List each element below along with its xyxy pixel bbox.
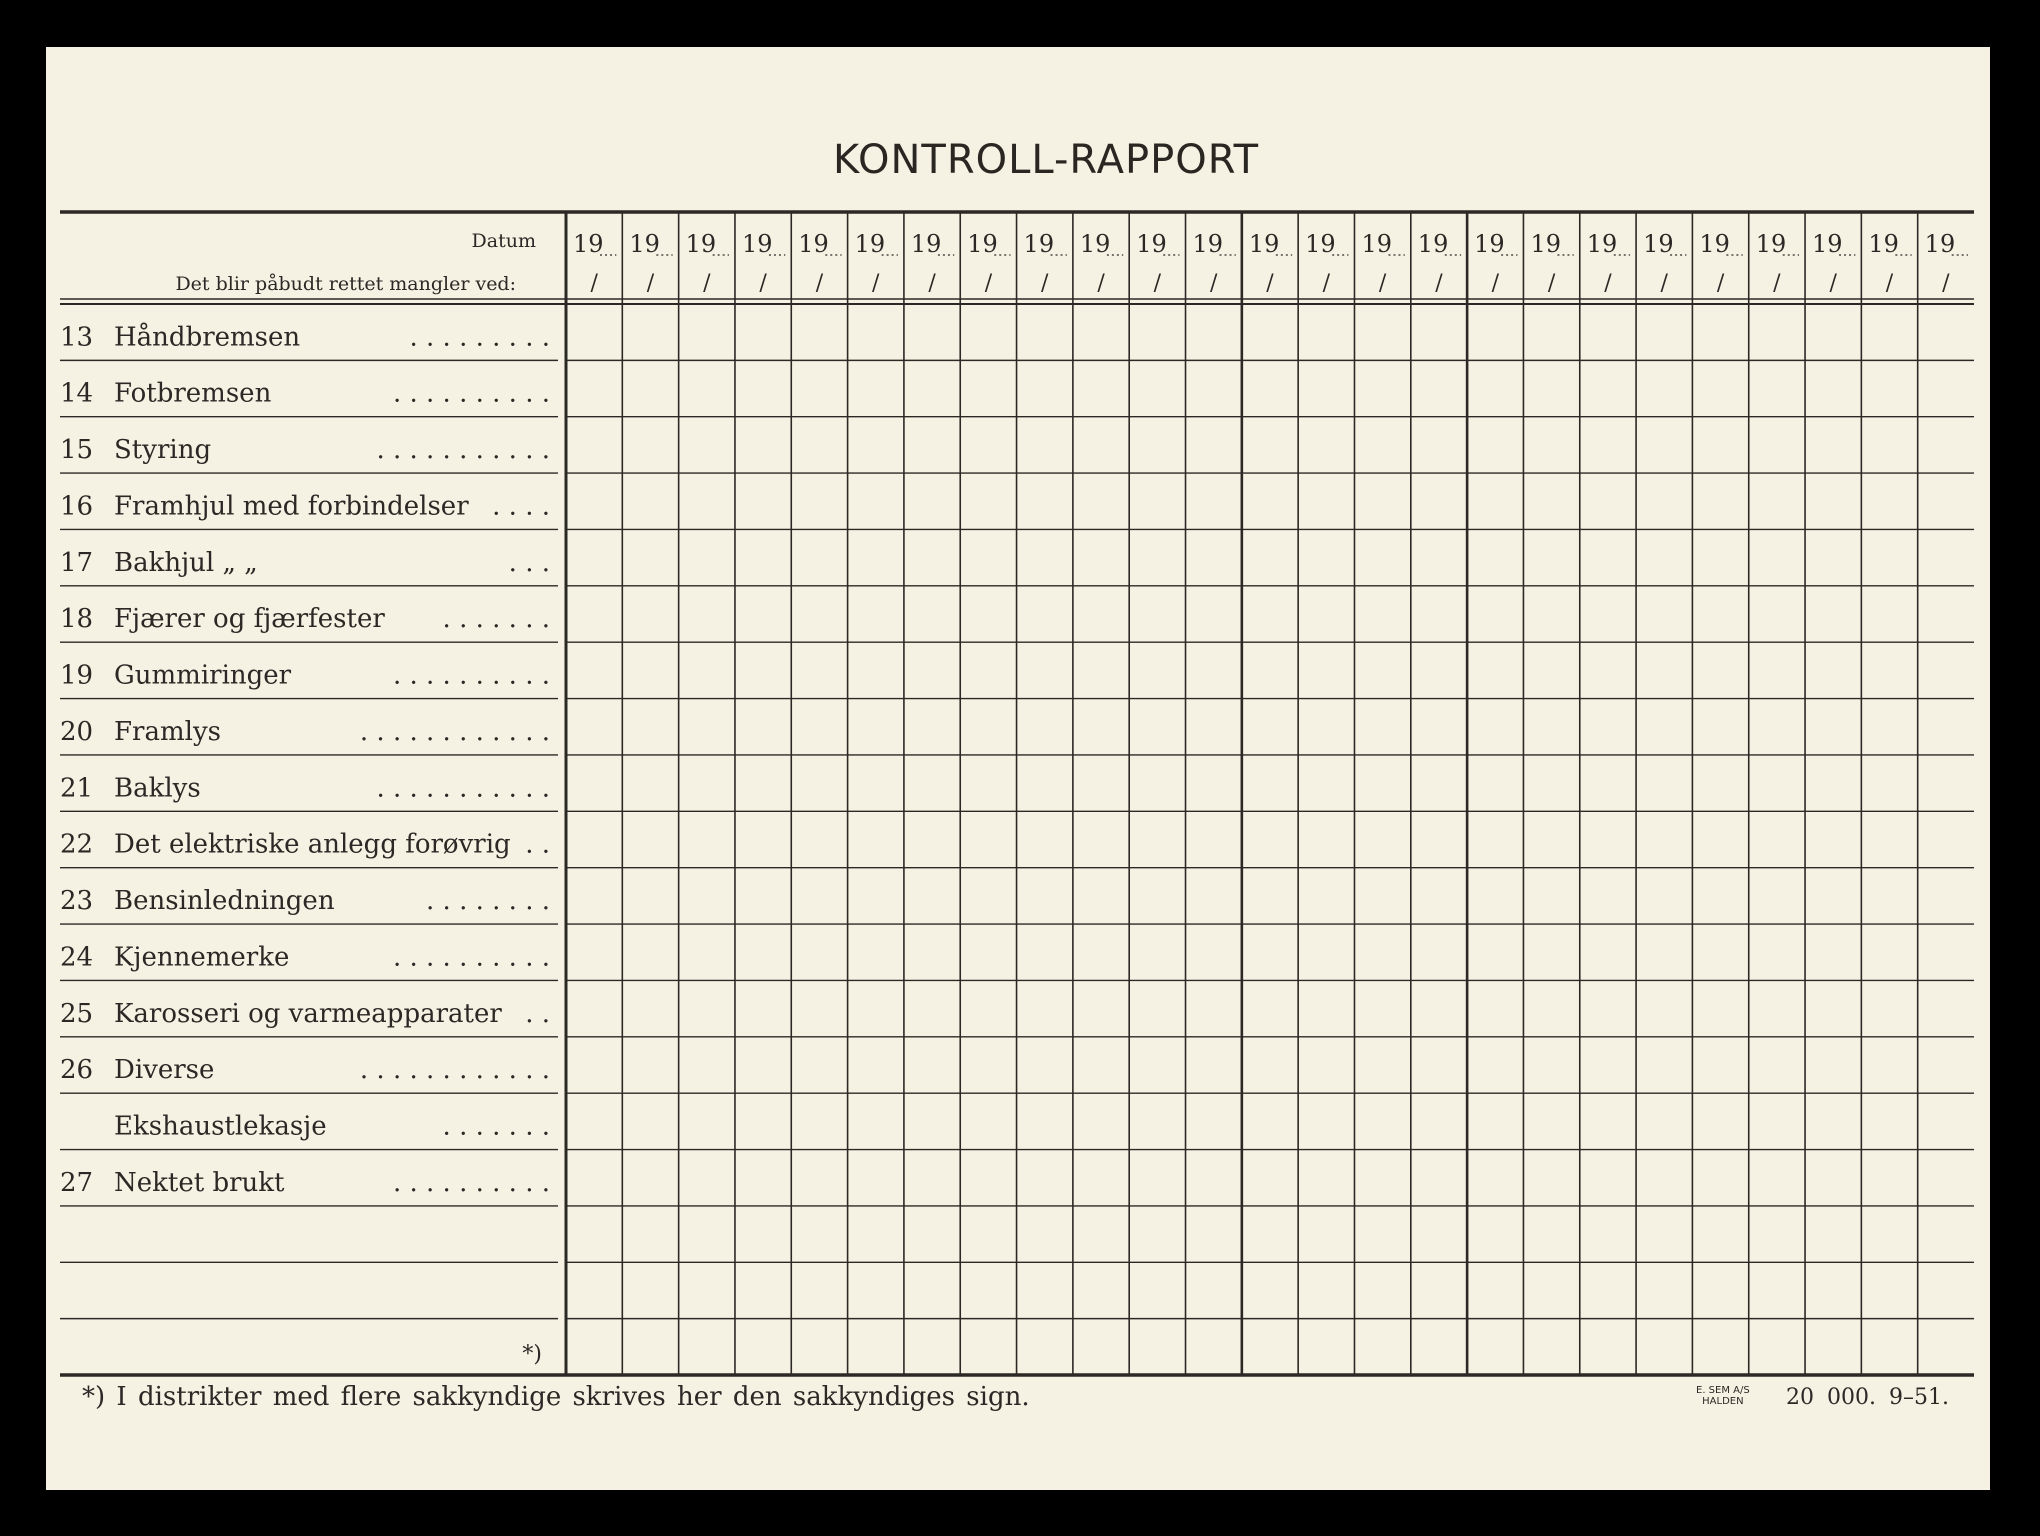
item-leader: . . . . . . . . bbox=[426, 886, 550, 917]
item-label: Bensinledningen bbox=[114, 886, 335, 917]
item-leader: . . . . . . . . . . bbox=[392, 942, 550, 973]
year-prefix: 19 bbox=[854, 230, 886, 258]
year-prefix: 19 bbox=[910, 230, 942, 258]
date-separator: / bbox=[1942, 271, 1950, 296]
item-leader: . . . . . . . . . . . . bbox=[359, 716, 550, 747]
date-separator: / bbox=[1435, 271, 1443, 296]
item-number: 25 bbox=[60, 998, 94, 1029]
item-label: Fjærer og fjærfester bbox=[114, 604, 385, 635]
item-label: Karosseri og varmeapparater bbox=[114, 998, 502, 1029]
item-leader: . . . . . . . . . . . bbox=[376, 773, 550, 804]
date-separator: / bbox=[1660, 271, 1668, 296]
year-prefix: 19 bbox=[1755, 230, 1787, 258]
item-label: Framhjul med forbindelser bbox=[114, 491, 469, 522]
printer-city: HALDEN bbox=[1702, 1396, 1744, 1407]
date-separator: / bbox=[1547, 271, 1556, 296]
item-label: Det elektriske anlegg forøvrig bbox=[114, 829, 511, 860]
date-separator: / bbox=[646, 271, 655, 296]
item-leader: . . . . . . . . . bbox=[409, 322, 550, 353]
date-separator: / bbox=[1491, 271, 1499, 296]
year-prefix: 19 bbox=[1079, 230, 1111, 258]
item-label: Baklys bbox=[114, 773, 201, 804]
year-prefix: 19 bbox=[741, 230, 773, 258]
year-prefix: 19 bbox=[573, 230, 604, 258]
printer-imprint bbox=[1696, 1385, 1750, 1407]
printer-name: E. SEM A/S bbox=[1696, 1385, 1750, 1396]
item-label: Kjennemerke bbox=[114, 942, 290, 973]
date-separator: / bbox=[1829, 271, 1837, 296]
item-label: Håndbremsen bbox=[114, 322, 301, 353]
item-number: 14 bbox=[60, 378, 94, 409]
instruction-label: Det blir påbudt rettet mangler ved: bbox=[175, 273, 516, 295]
item-number: 27 bbox=[60, 1167, 94, 1198]
date-separator: / bbox=[1209, 271, 1218, 296]
date-separator: / bbox=[703, 271, 711, 296]
year-prefix: 19 bbox=[1868, 230, 1899, 258]
inspection-grid bbox=[46, 47, 1990, 1490]
date-separator: / bbox=[1041, 271, 1049, 296]
year-prefix: 19 bbox=[1248, 230, 1280, 258]
item-label: Ekshaustlekasje bbox=[114, 1111, 327, 1142]
item-number: 13 bbox=[60, 322, 94, 353]
print-run: 20 000. 9–51. bbox=[1786, 1385, 1949, 1410]
item-leader: . . bbox=[525, 829, 550, 860]
date-separator: / bbox=[1153, 271, 1162, 296]
item-number: 19 bbox=[60, 660, 94, 691]
item-number: 26 bbox=[60, 1055, 94, 1086]
date-separator: / bbox=[1716, 271, 1725, 296]
year-prefix: 19 bbox=[1586, 230, 1618, 258]
year-prefix: 19 bbox=[798, 230, 829, 258]
year-prefix: 19 bbox=[685, 230, 717, 258]
year-prefix: 19 bbox=[1474, 230, 1505, 258]
item-label: Framlys bbox=[114, 716, 221, 747]
signature-mark: *) bbox=[522, 1342, 542, 1367]
date-separator: / bbox=[1885, 271, 1894, 296]
form-title: KONTROLL-RAPPORT bbox=[832, 137, 1260, 183]
year-prefix: 19 bbox=[1643, 230, 1674, 258]
item-number: 15 bbox=[60, 435, 94, 466]
year-prefix: 19 bbox=[1924, 230, 1956, 258]
item-leader: . . bbox=[525, 998, 550, 1029]
item-number: 16 bbox=[60, 491, 94, 522]
year-prefix: 19 bbox=[1305, 230, 1336, 258]
year-prefix: 19 bbox=[1699, 230, 1730, 258]
item-number: 20 bbox=[60, 716, 94, 747]
item-label: Styring bbox=[114, 435, 212, 466]
item-label: Diverse bbox=[114, 1055, 215, 1086]
item-label: Bakhjul „ „ bbox=[114, 547, 258, 578]
date-separator: / bbox=[1604, 271, 1612, 296]
date-separator: / bbox=[815, 271, 824, 296]
item-label: Gummiringer bbox=[114, 660, 292, 691]
item-number: 18 bbox=[60, 604, 94, 635]
item-leader: . . . . . . . bbox=[442, 1111, 550, 1142]
item-leader: . . . bbox=[508, 547, 550, 578]
datum-label: Datum bbox=[471, 230, 536, 252]
year-prefix: 19 bbox=[1192, 230, 1224, 258]
date-separator: / bbox=[1773, 271, 1781, 296]
date-separator: / bbox=[1266, 271, 1274, 296]
item-leader: . . . . . . . . . . bbox=[392, 1167, 550, 1198]
date-separator: / bbox=[1322, 271, 1331, 296]
year-prefix: 19 bbox=[629, 230, 660, 258]
item-number: 21 bbox=[60, 773, 94, 804]
year-prefix: 19 bbox=[967, 230, 998, 258]
year-prefix: 19 bbox=[1417, 230, 1449, 258]
item-leader: . . . . . . . . . . . bbox=[376, 435, 550, 466]
year-prefix: 19 bbox=[1136, 230, 1167, 258]
footnote: *) I distrikter med flere sakkyndige skrives her den sakkyndiges sign. bbox=[82, 1382, 1030, 1412]
year-prefix: 19 bbox=[1530, 230, 1561, 258]
item-leader: . . . . . . . bbox=[442, 604, 550, 635]
item-leader: . . . . . . . . . . . . bbox=[359, 1055, 550, 1086]
date-separator: / bbox=[984, 271, 993, 296]
year-prefix: 19 bbox=[1361, 230, 1393, 258]
item-label: Fotbremsen bbox=[114, 378, 272, 409]
item-leader: . . . . . . . . . . bbox=[392, 378, 550, 409]
item-label: Nektet brukt bbox=[114, 1167, 285, 1198]
year-prefix: 19 bbox=[1812, 230, 1843, 258]
date-separator: / bbox=[759, 271, 767, 296]
item-number: 24 bbox=[60, 942, 94, 973]
item-leader: . . . . bbox=[492, 491, 550, 522]
date-separator: / bbox=[590, 271, 598, 296]
year-prefix: 19 bbox=[1023, 230, 1055, 258]
date-separator: / bbox=[1378, 271, 1387, 296]
date-separator: / bbox=[872, 271, 880, 296]
item-leader: . . . . . . . . . . bbox=[392, 660, 550, 691]
item-number: 22 bbox=[60, 829, 94, 860]
date-separator: / bbox=[928, 271, 936, 296]
report-card bbox=[46, 47, 1990, 1490]
item-number: 17 bbox=[60, 547, 94, 578]
item-number: 23 bbox=[60, 886, 94, 917]
date-separator: / bbox=[1097, 271, 1105, 296]
